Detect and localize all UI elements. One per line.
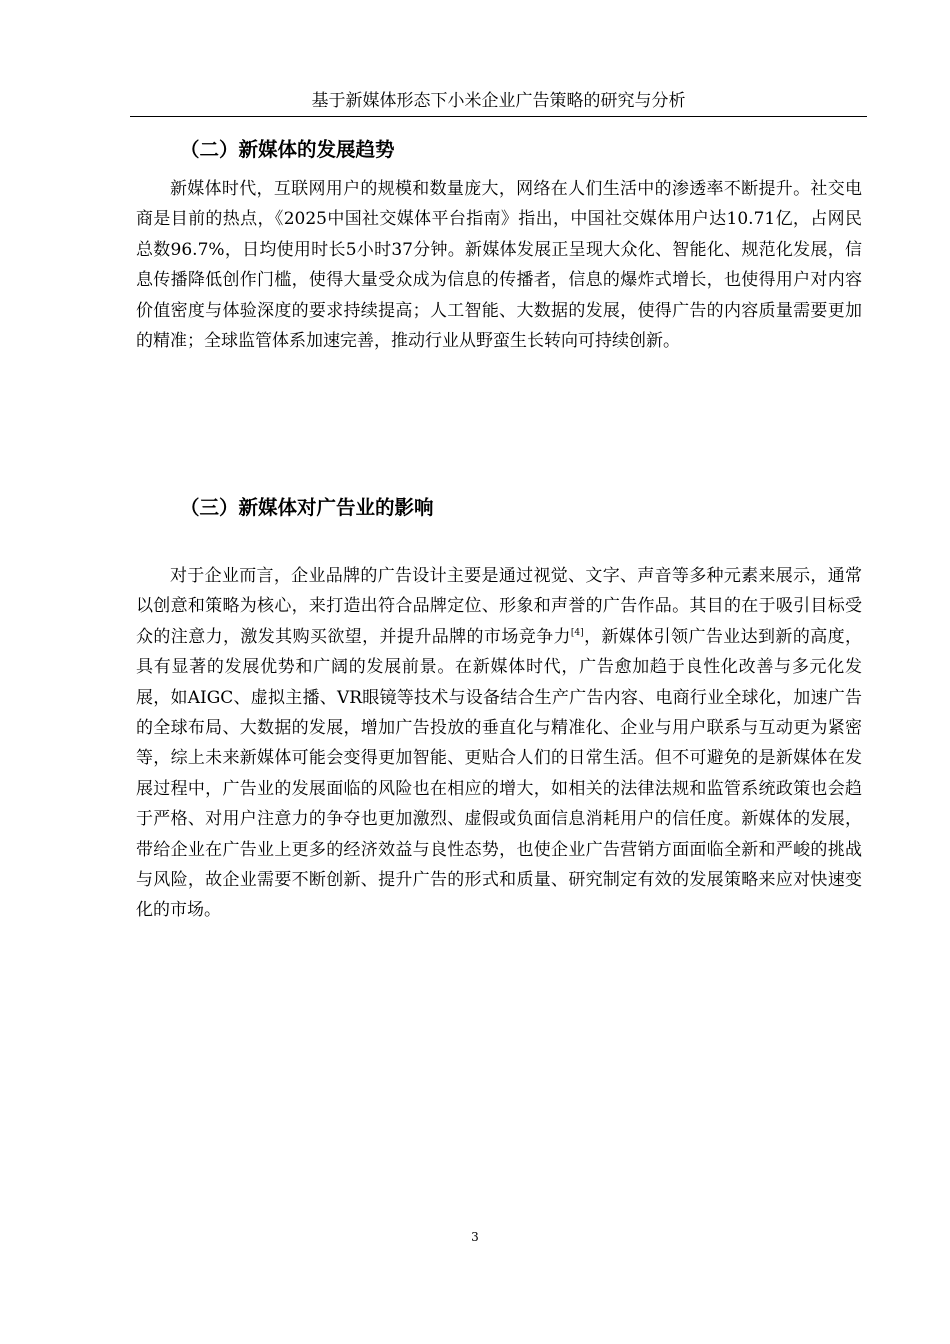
citation-reference: [4] <box>570 627 584 638</box>
paragraph-impact <box>136 561 862 926</box>
paragraph-impact-text-after-citation: ，新媒体引领广告业达到新的高度，具有显著的发展优势和广阔的发展前景。在新媒体时代，广告愈加趋于良性化改善与多元化发展，如AIGC、虚拟主播、VR眼镜等技术与设备结合生产广告内容、电商行业全球化，加速广告的全球布局、大数据的发展，增加广告投放的垂直化与精准化、企业与用户联系与互动更为紧密等，综上未来新媒体可能会变得更加智能、更贴合人们的日常生活。但不可避免的是新媒体在发展过程中，广告业的发展面临的风险也在相应的增大，如相关的法律法规和监管系统政策也会趋于严格、对用户注意力的争夺也更加激烈、虚假或负面信息消耗用户的信任度。新媒体的发展，带给企业在广告业上更多的经济效益与良性态势，也使企业广告营销方面面临全新和严峻的挑战与风险，故企业需要不断创新、提升广告的形式和质量、研究制定有效的发展策略来应对快速变化的市场。 <box>136 626 863 921</box>
running-header-title: 基于新媒体形态下小米企业广告策略的研究与分析 <box>311 91 686 111</box>
paragraph-impact-text-before-citation: 对于企业而言，企业品牌的广告设计主要是通过视觉、文字、声音等多种元素来展示，通常以创意和策略为核心，来打造出符合品牌定位、形象和声誉的广告作品。其目的在于吸引目标受众的注意力，激发其购买欲望，并提升品牌的市场竞争力 <box>136 566 862 647</box>
section-heading-impact: （三）新媒体对广告业的影响 <box>180 496 434 519</box>
page-number: 3 <box>471 1230 479 1244</box>
section-heading-trends: （二）新媒体的发展趋势 <box>180 138 395 161</box>
running-header <box>130 88 867 117</box>
paragraph-trends: 新媒体时代，互联网用户的规模和数量庞大，网络在人们生活中的渗透率不断提升。社交电商是目前的热点，《2025中国社交媒体平台指南》指出，中国社交媒体用户达10.71亿，占网民总数96.7%，日均使用时长5小时37分钟。新媒体发展正呈现大众化、智能化、规范化发展，信息传播降低创作门槛，使得大量受众成为信息的传播者，信息的爆炸式增长，也使得用户对内容价值密度与体验深度的要求持续提高；人工智能、大数据的发展，使得广告的内容质量需要更加的精准；全球监管体系加速完善，推动行业从野蛮生长转向可持续创新。 <box>136 179 862 352</box>
